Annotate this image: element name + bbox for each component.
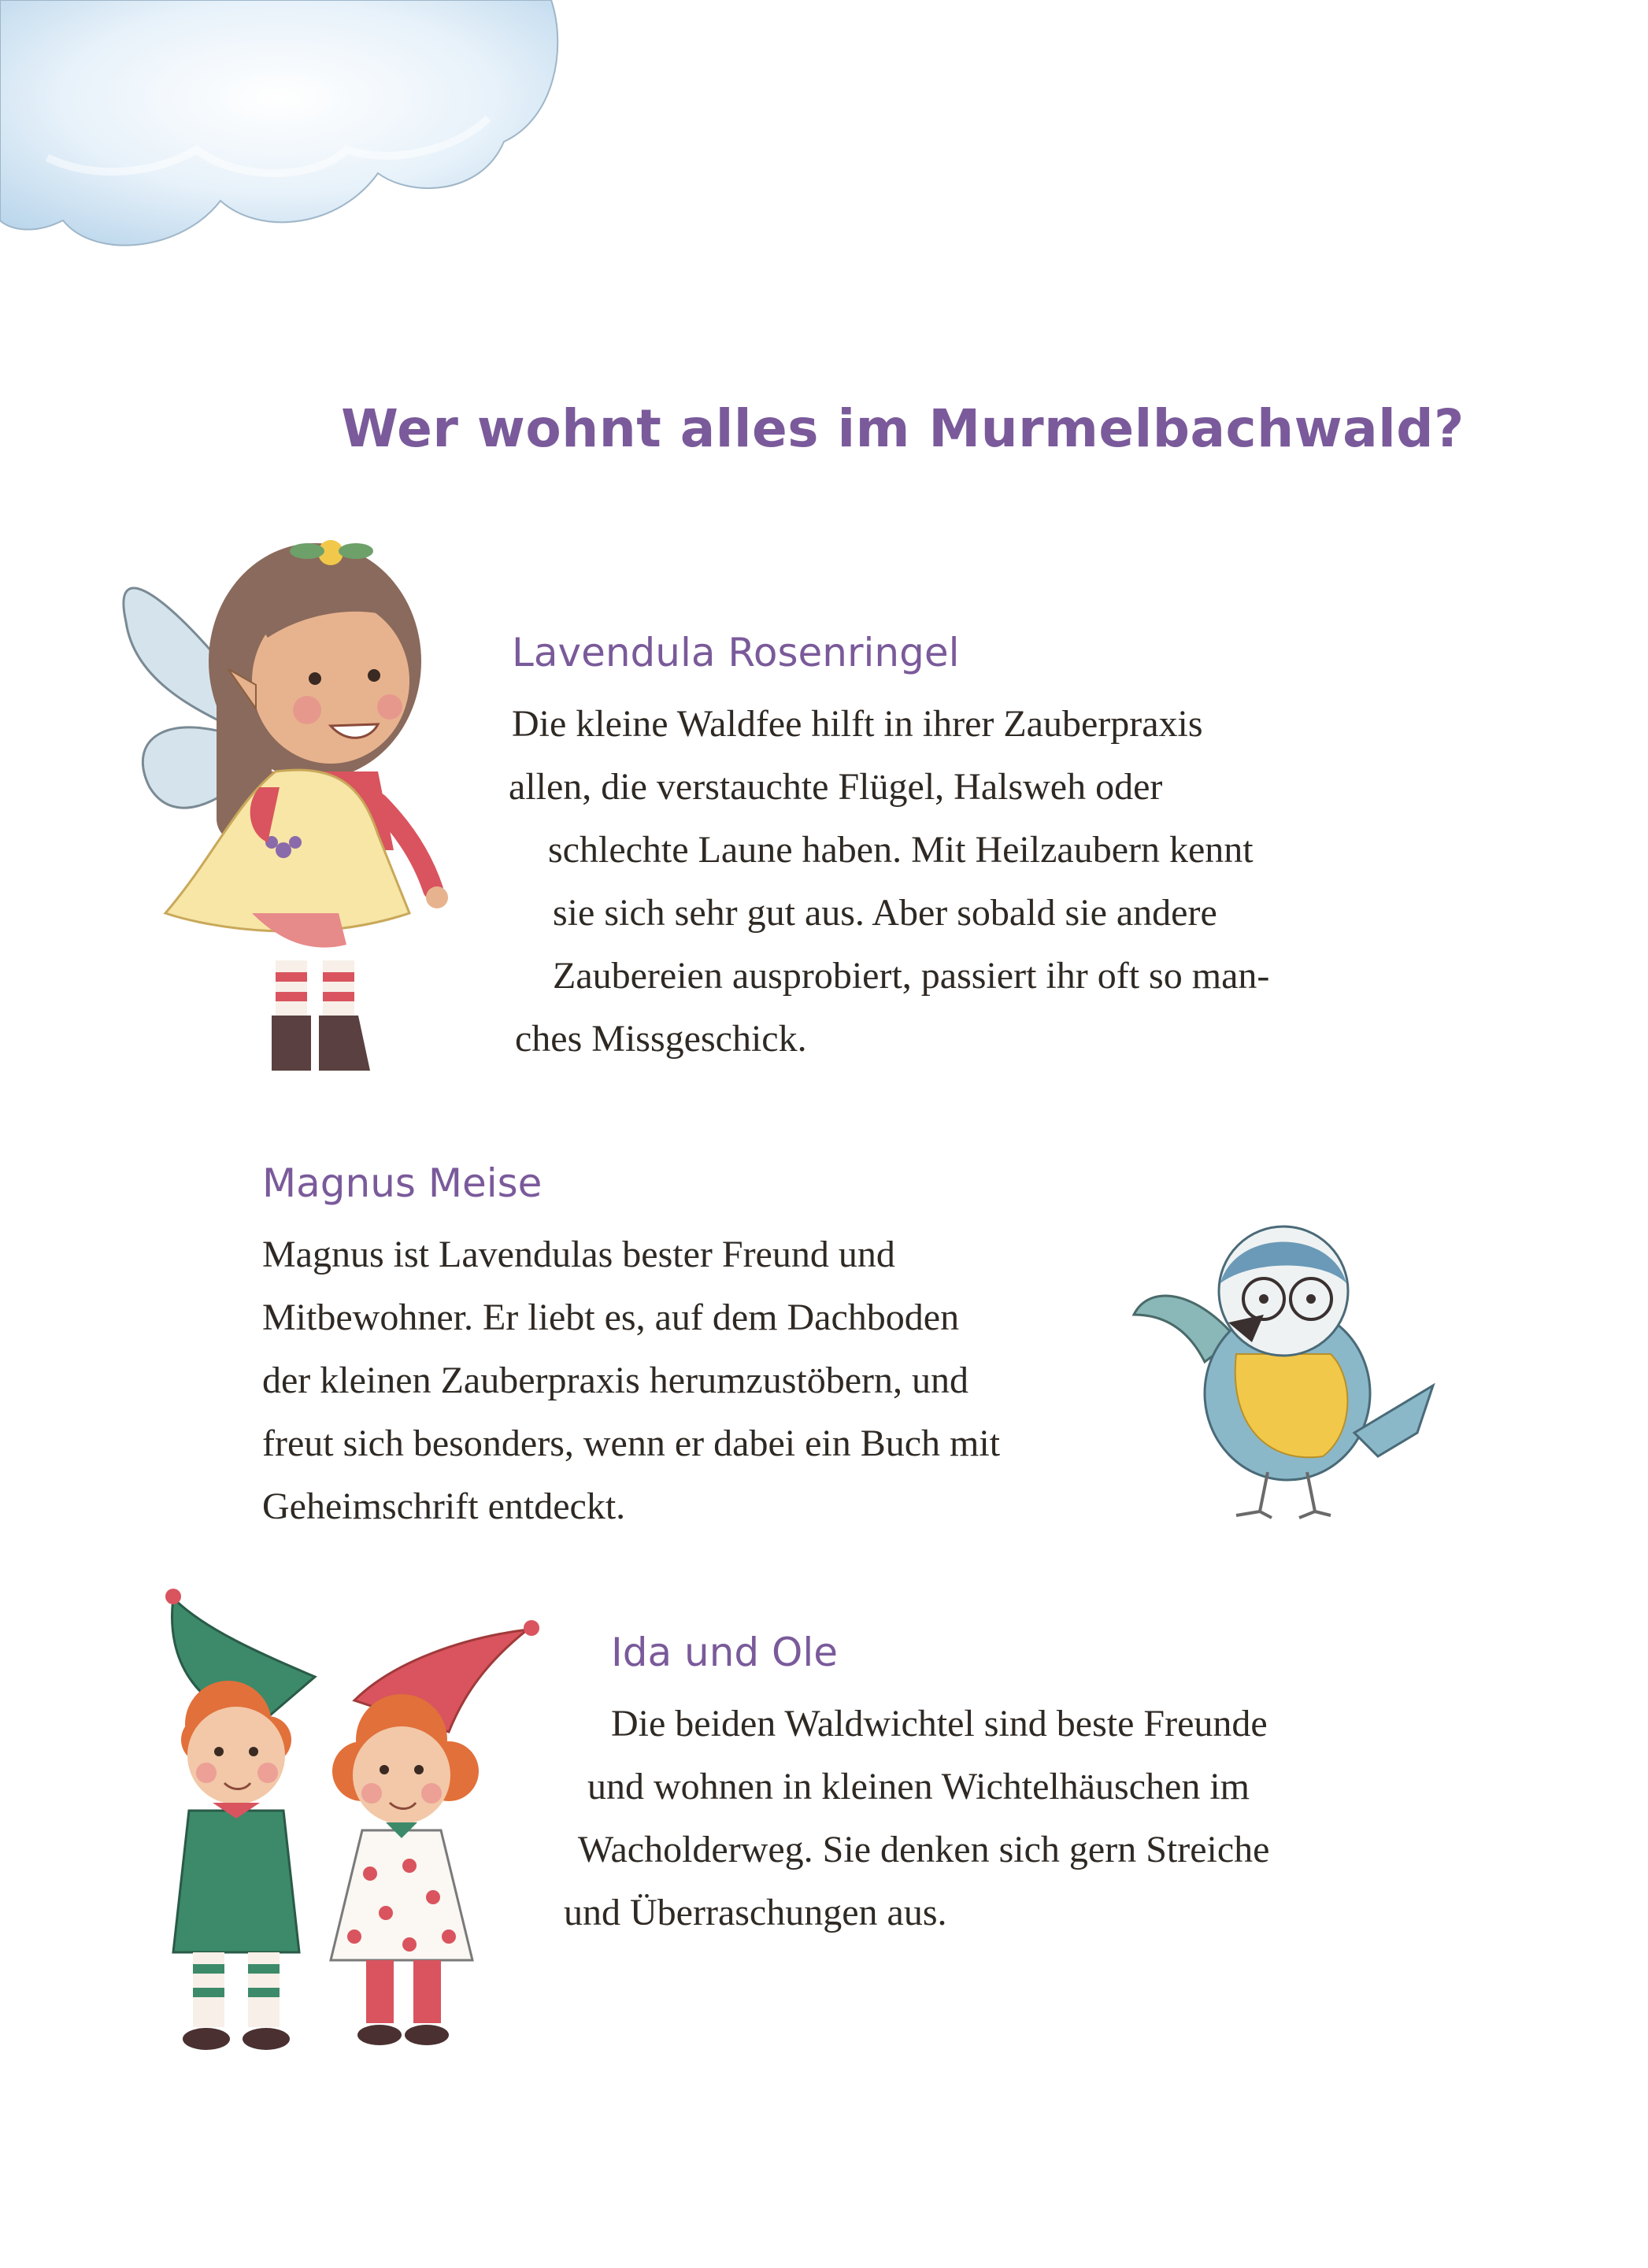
text-line: freut sich besonders, wenn er dabei ein Buch mit bbox=[262, 1423, 1001, 1464]
text-line: der kleinen Zauberpraxis herumzustöbern, und bbox=[262, 1360, 969, 1401]
text-line: und Überraschungen aus. bbox=[564, 1892, 947, 1933]
text-line: Geheimschrift entdeckt. bbox=[262, 1485, 626, 1527]
text-line: Zaubereien ausprobiert, passiert ihr oft so man- bbox=[553, 955, 1270, 997]
page-title: Wer wohnt alles im Murmelbachwald? bbox=[341, 398, 1465, 460]
character-name-magnus: Magnus Meise bbox=[262, 1160, 543, 1206]
text-line: Die kleine Waldfee hilft in ihrer Zauberpraxis bbox=[512, 703, 1203, 745]
text-line: Die beiden Waldwichtel sind beste Freunde bbox=[611, 1703, 1268, 1744]
text-line: schlechte Laune haben. Mit Heilzaubern kennt bbox=[548, 829, 1254, 871]
character-text-lavendula bbox=[509, 693, 1270, 1071]
character-text-magnus bbox=[262, 1223, 1000, 1538]
text-line: und wohnen in kleinen Wichtelhäuschen im bbox=[587, 1766, 1250, 1807]
text-line: Mitbewohner. Er liebt es, auf dem Dachboden bbox=[262, 1297, 960, 1338]
character-text-ida-ole bbox=[564, 1693, 1269, 1944]
character-name-ida-ole: Ida und Ole bbox=[611, 1630, 839, 1675]
gnomes-illustration bbox=[118, 1567, 559, 2070]
text-line: Magnus ist Lavendulas bester Freund und bbox=[262, 1234, 895, 1275]
bluetit-illustration bbox=[1118, 1197, 1465, 1527]
text-line: ches Missgeschick. bbox=[515, 1018, 807, 1060]
cloud-illustration bbox=[0, 0, 567, 283]
text-line: Wacholderweg. Sie denken sich gern Streiche bbox=[578, 1829, 1270, 1870]
fairy-illustration bbox=[79, 504, 488, 1102]
text-line: sie sich sehr gut aus. Aber sobald sie andere bbox=[553, 892, 1217, 934]
character-name-lavendula: Lavendula Rosenringel bbox=[512, 630, 960, 675]
text-line: allen, die verstauchte Flügel, Halsweh oder bbox=[509, 766, 1163, 808]
